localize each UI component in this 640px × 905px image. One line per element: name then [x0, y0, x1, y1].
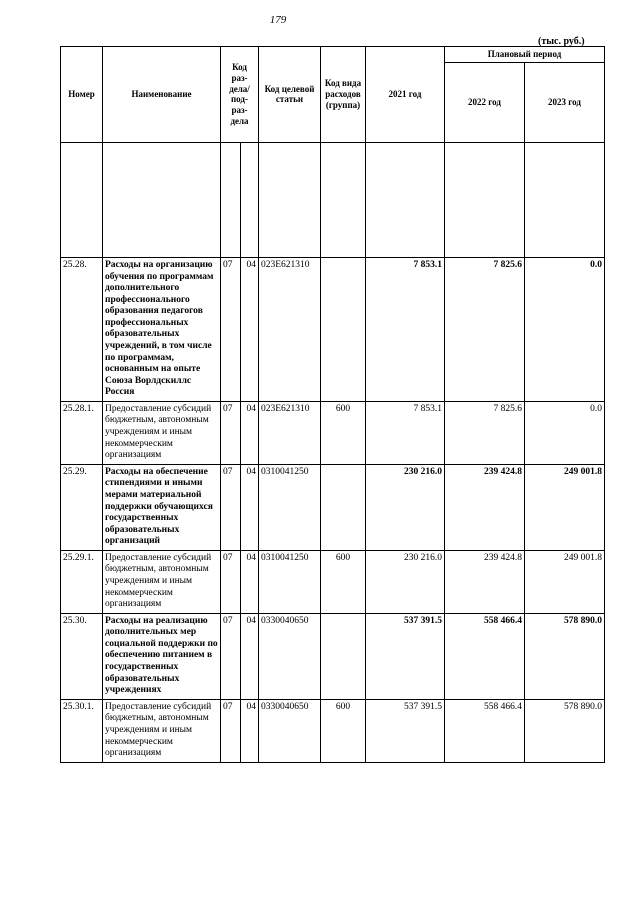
row-subsection: 04	[241, 257, 259, 401]
row-target: 0310041250	[259, 550, 321, 613]
row-2022: 7 825.6	[445, 257, 525, 401]
row-2022: 239 424.8	[445, 464, 525, 550]
row-expense-type	[321, 464, 366, 550]
row-expense-type	[321, 613, 366, 699]
row-section: 07	[221, 699, 241, 762]
header-expense-type: Код вида расходов (группа)	[321, 47, 366, 143]
row-2022: 239 424.8	[445, 550, 525, 613]
row-name: Расходы на реализацию дополнительных мер социальной поддержки по обеспечению питанием в государственных образовательных учреждениях	[103, 613, 221, 699]
table-row	[61, 699, 605, 762]
row-number: 25.30.	[61, 613, 103, 699]
row-expense-type: 600	[321, 550, 366, 613]
header-number: Номер	[61, 47, 103, 143]
row-section: 07	[221, 613, 241, 699]
row-expense-type	[321, 257, 366, 401]
row-target: 0330040650	[259, 613, 321, 699]
row-2021: 7 853.1	[366, 401, 445, 464]
row-2023: 578 890.0	[525, 613, 605, 699]
row-2022: 558 466.4	[445, 613, 525, 699]
page-number: 179	[269, 14, 287, 26]
row-2021: 230 216.0	[366, 550, 445, 613]
row-subsection: 04	[241, 550, 259, 613]
row-name: Предоставление субсидий бюджетным, автономным учреждениям и иным некоммерческим организациям	[103, 699, 221, 762]
row-target: 0330040650	[259, 699, 321, 762]
row-number: 25.29.	[61, 464, 103, 550]
row-section: 07	[221, 257, 241, 401]
row-2021: 537 391.5	[366, 699, 445, 762]
table-row	[61, 464, 605, 550]
row-name: Расходы на обеспечение стипендиями и иными мерами материальной поддержки обучающихся государственных образовательных организаций	[103, 464, 221, 550]
spacer-row	[61, 142, 605, 257]
row-expense-type: 600	[321, 401, 366, 464]
header-2021: 2021 год	[366, 47, 445, 143]
row-number: 25.28.1.	[61, 401, 103, 464]
row-number: 25.28.	[61, 257, 103, 401]
table-row	[61, 613, 605, 699]
header-planning-period: Плановый период	[445, 47, 605, 63]
budget-table	[60, 46, 605, 763]
table-row	[61, 550, 605, 613]
header-2023: 2023 год	[525, 62, 605, 142]
row-2022: 7 825.6	[445, 401, 525, 464]
row-2023: 0.0	[525, 257, 605, 401]
row-section: 07	[221, 464, 241, 550]
row-number: 25.29.1.	[61, 550, 103, 613]
row-2022: 558 466.4	[445, 699, 525, 762]
row-expense-type: 600	[321, 699, 366, 762]
row-subsection: 04	[241, 613, 259, 699]
row-2021: 537 391.5	[366, 613, 445, 699]
row-target: 0310041250	[259, 464, 321, 550]
row-name: Предоставление субсидий бюджетным, автономным учреждениям и иным некоммерческим организациям	[103, 401, 221, 464]
row-number: 25.30.1.	[61, 699, 103, 762]
row-subsection: 04	[241, 464, 259, 550]
row-target: 023E621310	[259, 257, 321, 401]
row-subsection: 04	[241, 699, 259, 762]
header-2022: 2022 год	[445, 62, 525, 142]
header-name: Наименование	[103, 47, 221, 143]
row-2021: 230 216.0	[366, 464, 445, 550]
header-row-1	[61, 47, 605, 63]
row-2023: 0.0	[525, 401, 605, 464]
row-target: 023E621310	[259, 401, 321, 464]
row-subsection: 04	[241, 401, 259, 464]
table-row	[61, 401, 605, 464]
header-target: Код целевой статьи	[259, 47, 321, 143]
row-name: Предоставление субсидий бюджетным, автономным учреждениям и иным некоммерческим организациям	[103, 550, 221, 613]
row-2021: 7 853.1	[366, 257, 445, 401]
row-2023: 578 890.0	[525, 699, 605, 762]
row-2023: 249 001.8	[525, 550, 605, 613]
row-2023: 249 001.8	[525, 464, 605, 550]
table-row	[61, 257, 605, 401]
row-name: Расходы на организацию обучения по программам дополнительного профессионального образования педагогов профессиональных образовательных учреждений, в том числе по программам, основанным на опыте Союза Ворлдскиллс Россия	[103, 257, 221, 401]
row-section: 07	[221, 550, 241, 613]
header-section: Код раз- дела/ под- раз- дела	[221, 47, 259, 143]
row-section: 07	[221, 401, 241, 464]
units-label: (тыс. руб.)	[538, 36, 585, 47]
